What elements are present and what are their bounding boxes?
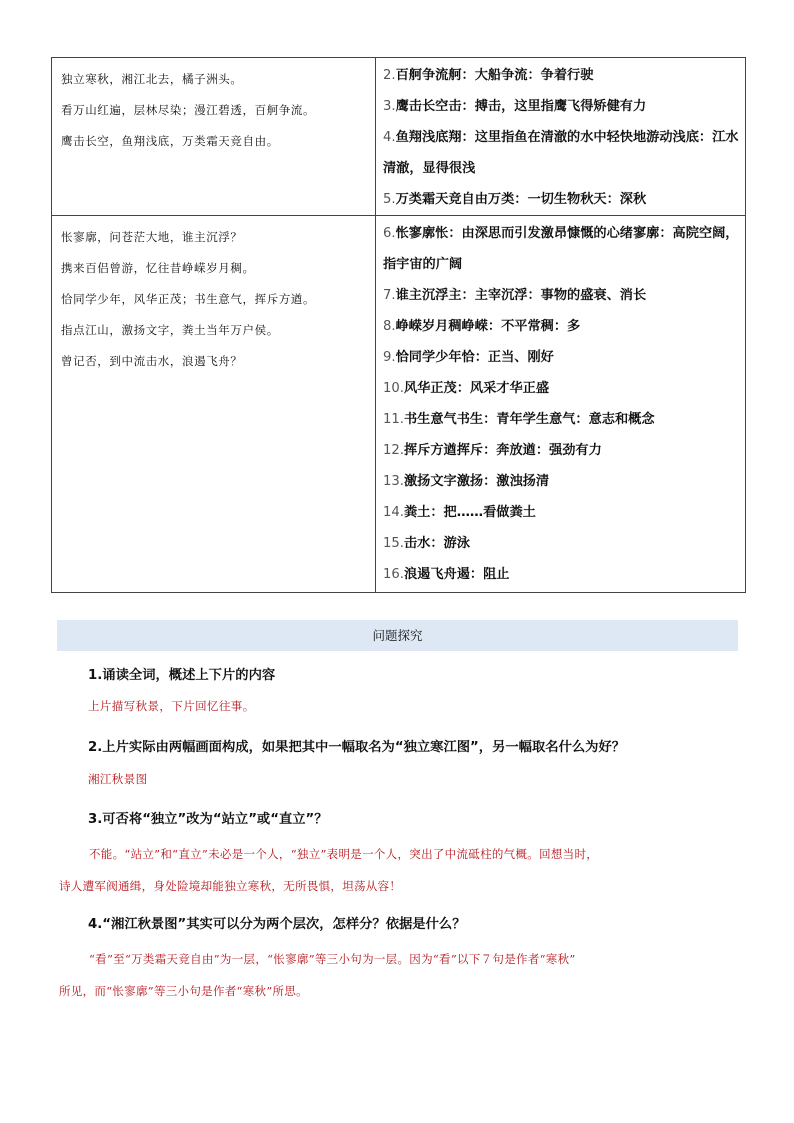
notes-cell bbox=[376, 216, 746, 593]
note-item: 12.挥斥方遒挥斥：奔放遒：强劲有力 bbox=[383, 443, 602, 458]
question-2: 2.上片实际由两幅画面构成，如果把其中一幅取名为“独立寒江图”，另一幅取名什么为好？ bbox=[88, 740, 626, 755]
question-1: 1.诵读全词，概述上下片的内容 bbox=[88, 668, 276, 683]
note-item: 11.书生意气书生：青年学生意气：意志和概念 bbox=[383, 412, 655, 427]
question-4: 4.“湘江秋景图”其实可以分为两个层次，怎样分？依据是什么？ bbox=[88, 917, 466, 932]
annotation-table bbox=[51, 57, 746, 593]
question-3: 3.可否将“独立”改为“站立”或“直立”？ bbox=[88, 812, 328, 827]
poem-line: 看万山红遍，层林尽染；漫江碧透，百舸争流。 bbox=[61, 103, 316, 117]
note-item: 2.百舸争流舸：大船争流：争着行驶 bbox=[383, 68, 594, 83]
note-item: 4.鱼翔浅底翔：这里指鱼在清澈的水中轻快地游动浅底：江水清澈，显得很浅 bbox=[383, 130, 739, 176]
table-row bbox=[52, 58, 746, 216]
note-item: 5.万类霜天竞自由万类：一切生物秋天：深秋 bbox=[383, 192, 647, 207]
notes-cell bbox=[376, 58, 746, 216]
note-item: 6.怅寥廓怅：由深思而引发激昂慷慨的心绪寥廓：高院空阔，指宇宙的广阔 bbox=[383, 226, 739, 272]
poem-cell bbox=[52, 58, 376, 216]
answer-line: 诗人遭军阀通缉，身处险境却能独立寒秋，无所畏惧，坦荡从容！ bbox=[59, 879, 402, 893]
table-row bbox=[52, 216, 746, 593]
poem-line: 携来百侣曾游，忆往昔峥嵘岁月稠。 bbox=[61, 261, 255, 275]
answer-2: 湘江秋景图 bbox=[88, 772, 148, 786]
note-item: 15.击水：游泳 bbox=[383, 536, 470, 551]
section-title: 问题探究 bbox=[57, 620, 738, 651]
note-item: 7.谁主沉浮主：主宰沉浮：事物的盛衰、消长 bbox=[383, 288, 647, 303]
poem-line: 恰同学少年，风华正茂；书生意气，挥斥方遒。 bbox=[61, 292, 316, 306]
note-item: 13.激扬文字激扬：激浊扬清 bbox=[383, 474, 550, 489]
answer-line: “看”至“万类霜天竞自由”为一层，“怅寥廓”等三小句为一层。因为“看”以下７句是作者“寒秋” bbox=[89, 952, 576, 966]
note-item: 16.浪遏飞舟遏：阻止 bbox=[383, 567, 510, 582]
answer-line: 不能。“站立”和“直立”未必是一个人，“独立”表明是一个人，突出了中流砥柱的气概。回想当时， bbox=[89, 847, 599, 861]
poem-line: 独立寒秋，湘江北去，橘子洲头。 bbox=[61, 72, 243, 86]
poem-line: 鹰击长空，鱼翔浅底，万类霜天竞自由。 bbox=[61, 134, 279, 148]
poem-cell bbox=[52, 216, 376, 593]
note-item: 8.峥嵘岁月稠峥嵘：不平常稠：多 bbox=[383, 319, 581, 334]
note-item: 10.风华正茂：风采才华正盛 bbox=[383, 381, 550, 396]
answer-4 bbox=[59, 943, 739, 1007]
note-item: 14.粪土：把……看做粪土 bbox=[383, 505, 536, 520]
poem-line: 指点江山，激扬文字，粪土当年万户侯。 bbox=[61, 323, 279, 337]
answer-3 bbox=[59, 838, 739, 902]
poem-line: 怅寥廓，问苍茫大地，谁主沉浮？ bbox=[61, 230, 243, 244]
note-item: 9.恰同学少年恰：正当、刚好 bbox=[383, 350, 554, 365]
answer-line: 所见，而“怅寥廓”等三小句是作者“寒秋”所思。 bbox=[59, 984, 308, 998]
answer-1: 上片描写秋景，下片回忆往事。 bbox=[88, 699, 255, 713]
note-item: 3.鹰击长空击：搏击，这里指鹰飞得矫健有力 bbox=[383, 99, 647, 114]
poem-line: 曾记否，到中流击水，浪遏飞舟？ bbox=[61, 354, 243, 368]
